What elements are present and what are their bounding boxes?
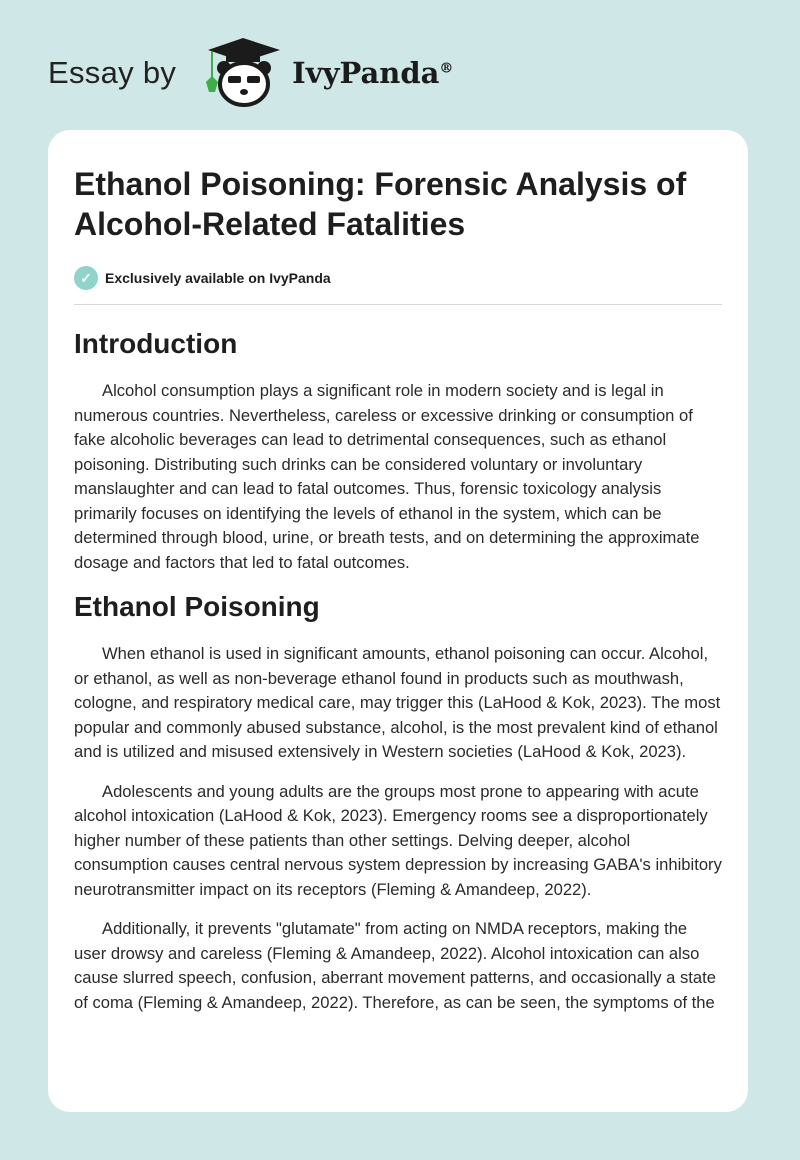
essay-by-label: Essay by	[48, 55, 177, 90]
exclusive-badge	[74, 266, 722, 290]
paragraph: Adolescents and young adults are the groups most prone to appearing with acute alcohol intoxication (LaHood & Kok, 2023). Emergency rooms see a disproportionately higher number of these patients than other settings. Delving deeper, alcohol consumption causes central nervous system depression by increasing GABA's inhibitory neurotransmitter impact on its receptors (Fleming & Amandeep, 2022).	[74, 781, 722, 899]
registered-mark: ®	[439, 60, 454, 77]
check-icon: ✓	[74, 266, 98, 290]
essay-card	[48, 130, 748, 1112]
paragraph: When ethanol is used in significant amounts, ethanol poisoning can occur. Alcohol, or ethanol, as well as non-beverage ethanol found in products such as mouthwash, cologne, and respiratory medical care, may trigger this (LaHood & Kok, 2023). The most popular and commonly abused substance, alcohol, is the most prevalent kind of ethanol and is utilized and misused extensively in Western societies (LaHood & Kok, 2023).	[74, 644, 721, 761]
brand-text: IvyPanda	[292, 56, 440, 90]
panda-logo-icon[interactable]	[198, 38, 284, 108]
brand-name[interactable]	[292, 56, 453, 90]
paragraph: Alcohol consumption plays a significant role in modern society and is legal in numerous countries. Nevertheless, careless or excessive drinking or consumption of fake alcoholic beverages can lead to detrimental consequences, such as ethanol poisoning. Distributing such drinks can be considered voluntary or involuntary manslaughter and can lead to fatal outcomes. Thus, forensic toxicology analysis primarily focuses on identifying the levels of ethanol in the system, which can be determined through blood, urine, or breath tests, and on determining the approximate dosage and factors that led to fatal outcomes.	[74, 381, 700, 572]
divider	[74, 304, 722, 305]
badge-text: Exclusively available on IvyPanda	[105, 270, 331, 286]
essay-title: Ethanol Poisoning: Forensic Analysis of Alcohol-Related Fatalities	[74, 166, 687, 242]
paragraph: Additionally, it prevents "glutamate" from acting on NMDA receptors, making the user drowsy and careless (Fleming & Amandeep, 2022). Alcohol intoxication can also cause slurred speech, confusion, aberrant movement patterns, and occasionally a state of coma (Fleming & Amandeep, 2022). Therefore, as can be seen, the symptoms of the	[74, 919, 716, 1012]
section-heading: Ethanol Poisoning	[74, 591, 320, 622]
section-heading: Introduction	[74, 328, 238, 359]
site-header	[48, 38, 453, 108]
